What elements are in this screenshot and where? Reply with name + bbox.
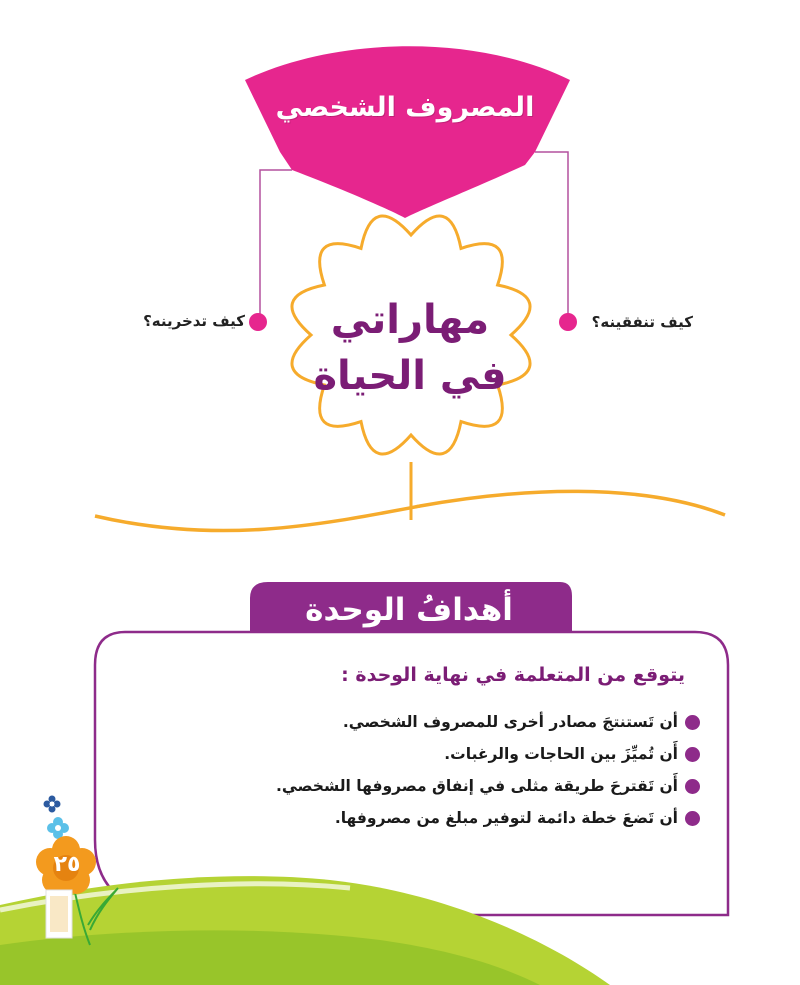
objectives-list — [140, 706, 700, 834]
title-banner — [245, 46, 570, 218]
objective-text: أَن تُميِّزَ بين الحاجات والرغبات. — [444, 745, 678, 763]
objective-text: أن تَستنتجَ مصادر أخرى للمصروف الشخصي. — [342, 713, 678, 731]
list-item — [140, 706, 700, 738]
small-blue-flower-top — [44, 796, 61, 813]
spend-question: كيف تنفقينه؟ — [591, 313, 693, 331]
left-connector-dot — [249, 313, 267, 331]
list-item — [140, 738, 700, 770]
flower-title-line2: في الحياة — [313, 353, 507, 399]
right-connector-line — [535, 152, 568, 322]
list-item — [140, 802, 700, 834]
bullet-icon — [685, 747, 700, 762]
small-lightblue-flower — [47, 817, 69, 839]
objective-text: أن تَضعَ خطة دائمة لتوفير مبلغ من مصروفها. — [334, 809, 678, 827]
bullet-icon — [685, 811, 700, 826]
objectives-heading: أهدافُ الوحدة — [305, 592, 513, 628]
objectives-intro: يتوقع من المتعلمة في نهاية الوحدة : — [341, 664, 685, 686]
bullet-icon — [685, 715, 700, 730]
flower-title-line1: مهاراتي — [330, 297, 490, 343]
right-connector-dot — [559, 313, 577, 331]
save-question: كيف تدخرينه؟ — [143, 312, 245, 330]
page-number: ٢٥ — [53, 852, 81, 877]
objective-text: أَن تَقترحَ طريقة مثلى في إنفاق مصروفها الشخصي. — [275, 777, 678, 795]
bullet-icon — [685, 779, 700, 794]
flower-title — [300, 292, 520, 404]
list-item — [140, 770, 700, 802]
banner-title: المصروف الشخصي — [275, 92, 535, 123]
left-connector-line — [260, 170, 292, 322]
